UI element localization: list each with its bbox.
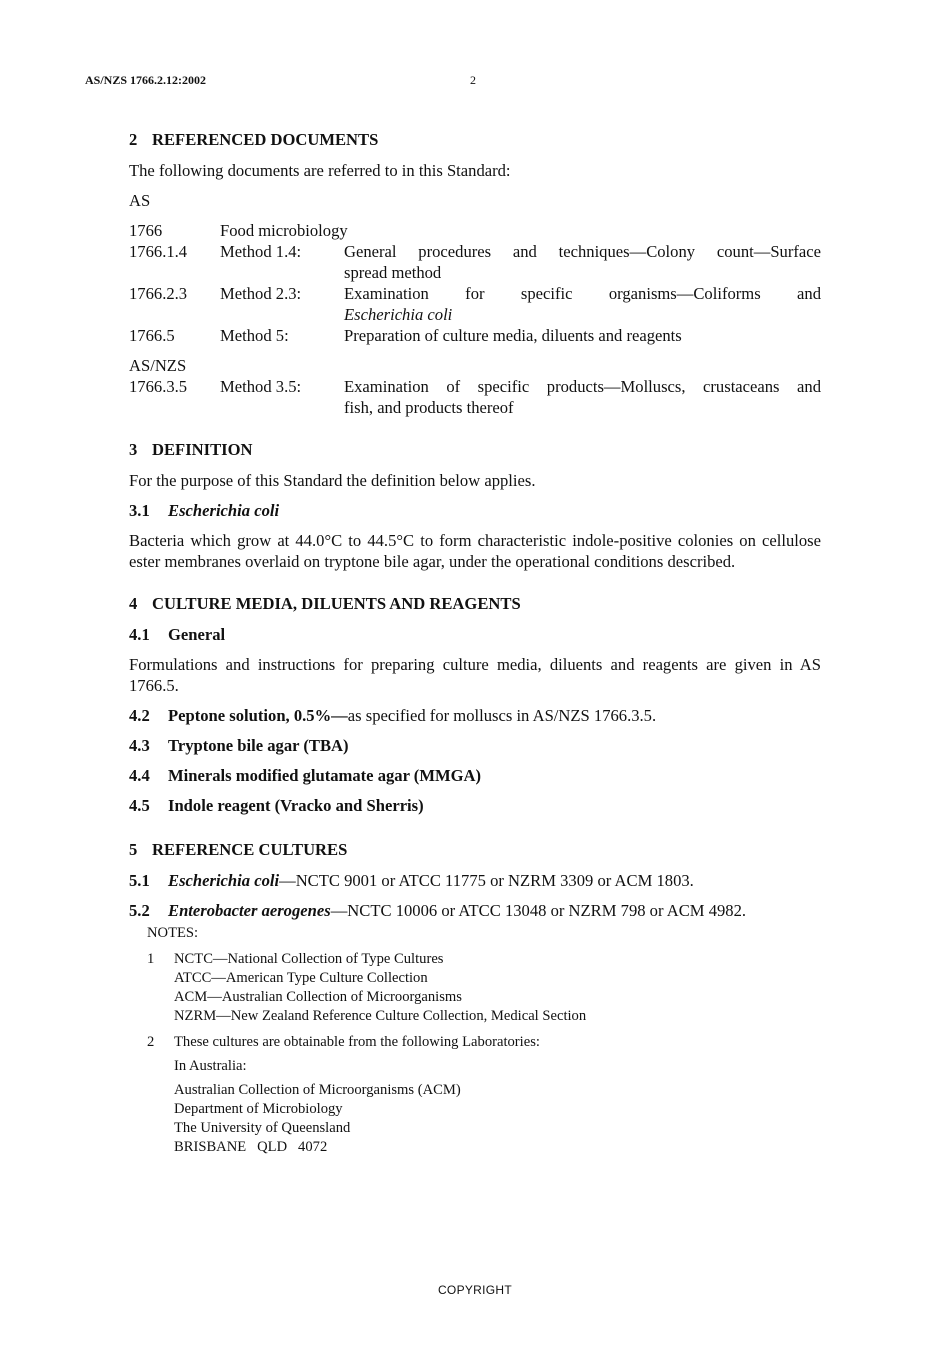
address-line: Australian Collection of Microorganisms (ACM) [174, 1082, 461, 1098]
note-line: ATCC—American Type Culture Collection [174, 970, 428, 986]
group-label: AS/NZS [129, 356, 187, 375]
page-body [129, 129, 821, 1164]
subsection-item: 4.2 Peptone solution, 0.5%—as specified for molluscs in AS/NZS 1766.3.5. [129, 706, 657, 725]
section-intro: For the purpose of this Standard the definition below applies. [129, 471, 536, 490]
section-heading-reference-cultures: 5 REFERENCE CULTURES [129, 840, 348, 859]
section-heading-culture-media: 4 CULTURE MEDIA, DILUENTS AND REAGENTS [129, 594, 521, 613]
note-item: 1 NCTC—National Collection of Type Cultures ATCC—American Type Culture Collection ACM—Australian Collection of Microorganisms NZRM—New Zealand Reference Culture Collection, Medical Section [147, 951, 587, 1024]
footer-copyright: COPYRIGHT [437, 1283, 513, 1297]
notes-heading: NOTES: [147, 925, 199, 941]
note-line: These cultures are obtainable from the following Laboratories: [174, 1034, 540, 1050]
note-item: 2 These cultures are obtainable from the following Laboratories: In Australia: Australian Collection of Microorganisms (ACM) Department of Microbiology The University of Queensland BRISBANE QLD 4072 [147, 1034, 540, 1155]
subsection-heading: 3.1 Escherichia coli [129, 501, 280, 520]
address-line: BRISBANE QLD 4072 [174, 1139, 328, 1155]
reference-row: 1766.3.5 Method 3.5: Examination of specific products—Molluscs, crustaceans and fish, and products thereof [129, 377, 821, 417]
reference-row: 1766.1.4 Method 1.4: General procedures and techniques—Colony count—Surface spread method [129, 242, 821, 282]
section-heading-referenced-documents: 2 REFERENCED DOCUMENTS [129, 130, 379, 149]
subsection-item: 5.1 Escherichia coli—NCTC 9001 or ATCC 11775 or NZRM 3309 or ACM 1803. [129, 871, 694, 890]
reference-row: 1766 Food microbiology [129, 221, 348, 240]
group-label: AS [129, 191, 151, 210]
reference-row: 1766.2.3 Method 2.3: Examination for specific organisms—Coliforms and Escherichia coli [129, 284, 821, 324]
reference-table [129, 220, 821, 346]
address-line: Department of Microbiology [174, 1101, 343, 1117]
subsection-heading: 4.1 General [129, 625, 226, 644]
note-line: ACM—Australian Collection of Microorganisms [174, 989, 462, 1005]
section-intro: The following documents are referred to in this Standard: [129, 161, 511, 180]
definition-text: Bacteria which grow at 44.0°C to 44.5°C to form characteristic indole-positive colonies on cellulose ester membranes overlaid on tryptone bile agar, under the operational conditions described. [129, 531, 821, 571]
notes-block [147, 924, 821, 1157]
paragraph: Formulations and instructions for preparing culture media, diluents and reagents are given in AS 1766.5. [129, 655, 821, 695]
reference-row: 1766.5 Method 5: Preparation of culture media, diluents and reagents [129, 326, 682, 345]
address-line: The University of Queensland [174, 1120, 351, 1136]
note-line: In Australia: [174, 1058, 247, 1074]
subsection-item: 4.3 Tryptone bile agar (TBA) [129, 736, 349, 755]
subsection-item: 4.4 Minerals modified glutamate agar (MMGA) [129, 766, 482, 785]
note-line: NCTC—National Collection of Type Cultures [174, 951, 444, 967]
header-document-id: AS/NZS 1766.2.12:2002 [85, 73, 207, 87]
section-heading-definition: 3 DEFINITION [129, 440, 253, 459]
header-page-number: 2 [470, 73, 476, 87]
subsection-item: 4.5 Indole reagent (Vracko and Sherris) [129, 796, 424, 815]
reference-table [129, 376, 821, 418]
note-line: NZRM—New Zealand Reference Culture Collection, Medical Section [174, 1008, 587, 1024]
subsection-item: 5.2 Enterobacter aerogenes—NCTC 10006 or ATCC 13048 or NZRM 798 or ACM 4982. [129, 901, 747, 920]
